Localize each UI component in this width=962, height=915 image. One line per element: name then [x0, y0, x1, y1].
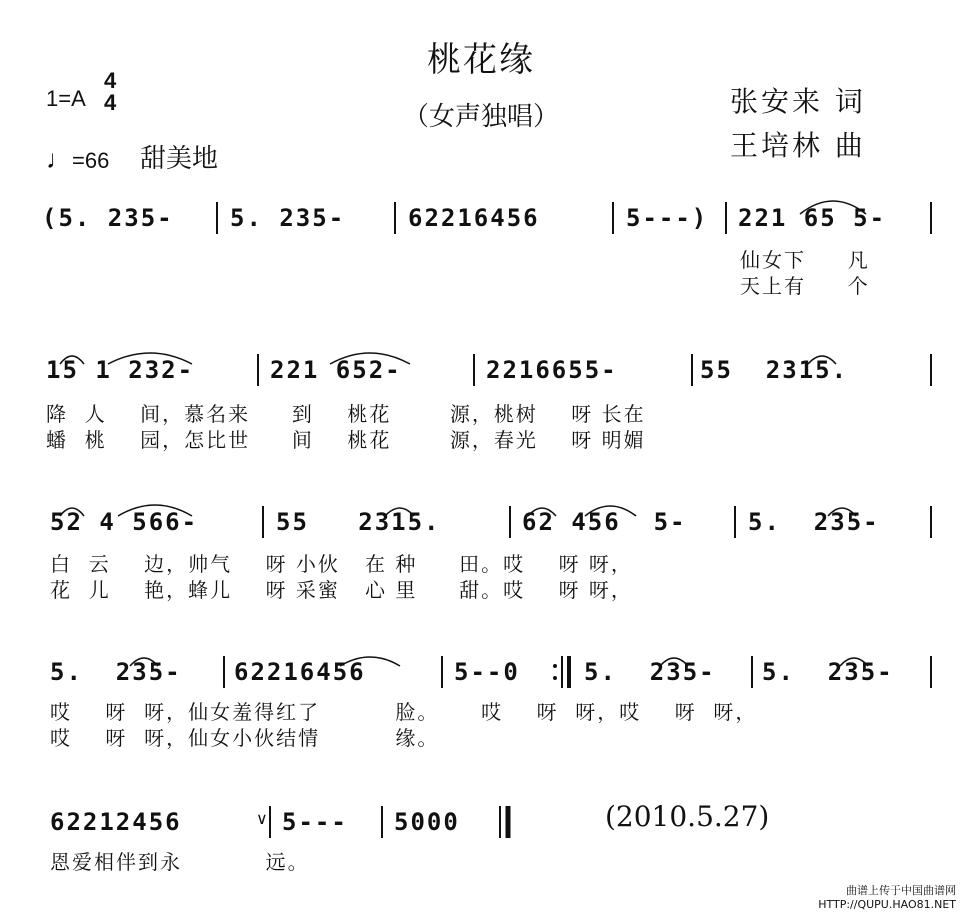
lyric-1-verse-2: 天上有 个 [740, 274, 870, 298]
measure-3-4: 5. 235- [748, 508, 880, 536]
watermark [818, 882, 956, 911]
measure-1-1: (5. 235- [42, 204, 174, 232]
measure-1-4: 5---) [626, 204, 709, 232]
measure-3-3: 62 456 5- [522, 508, 687, 536]
breath-mark: ∨ [256, 809, 268, 828]
lyric-1-verse-1: 仙女下 凡 [740, 248, 870, 272]
measure-1-3: 62216456 [408, 204, 540, 232]
composition-date: (2010.5.27) [605, 800, 770, 833]
measure-3-2: 55 2315. [276, 508, 441, 536]
measure-3-1: 52 4 566- [50, 508, 199, 536]
measure-1-5: 221 65 5- [738, 204, 887, 232]
measure-2-4: 55 2315. [700, 356, 849, 384]
lyric-3-verse-2: 花 儿 艳，蜂儿 呀 采蜜 心 里 甜。哎 呀 呀， [50, 578, 633, 602]
measure-1-2: 5. 235- [230, 204, 346, 232]
measure-4-4: 5. 235- [584, 658, 716, 686]
watermark-line-1: 曲谱上传于中国曲谱网 [846, 884, 956, 897]
time-signature-top: 4 [104, 68, 117, 93]
lyric-2-verse-2: 蟠 桃 园，怎比世 间 桃花 源，春光 呀 明媚 [46, 428, 646, 452]
tempo-marking [46, 144, 109, 175]
lyric-3-verse-1: 白 云 边，帅气 呀 小伙 在 种 田。哎 呀 呀， [50, 552, 633, 576]
measure-2-3: 2216655- [486, 356, 618, 384]
lyric-2-verse-1: 降 人 间，慕名来 到 桃花 源，桃树 呀 长在 [46, 402, 646, 426]
key-signature: 1=A [46, 86, 86, 111]
lyric-4-verse-1: 哎 呀 呀，仙女羞得红了 脸。 哎 呀 呀，哎 呀 呀， [50, 700, 758, 724]
measure-5-3: 5000 [394, 808, 460, 836]
time-signature [104, 70, 116, 114]
song-title: 桃花缘 [427, 40, 535, 80]
watermark-line-2: HTTP://QUPU.HAO81.NET [818, 898, 956, 911]
song-subtitle: （女声独唱） [402, 102, 559, 132]
lyricist-credit: 张安来 词 [730, 85, 866, 118]
composer-credit: 王培林 曲 [730, 129, 866, 162]
lyric-4-verse-2: 哎 呀 呀，仙女小伙结情 缘。 [50, 726, 440, 750]
quarter-note-icon: ♩ [46, 144, 72, 174]
measure-4-1: 5. 235- [50, 658, 182, 686]
measure-4-2: 62216456 [234, 658, 366, 686]
time-signature-bottom: 4 [104, 90, 117, 115]
tempo-value: =66 [72, 148, 110, 173]
measure-2-1: 15 1 232- [46, 356, 195, 384]
measure-2-2: 221 652- [270, 356, 402, 384]
measure-4-3: 5--0 [454, 658, 520, 686]
expression-marking: 甜美地 [140, 144, 219, 174]
measure-4-5: 5. 235- [762, 658, 894, 686]
lyric-5-verse-1: 恩爱相伴到永 远。 [50, 850, 310, 874]
measure-5-2: 5--- [282, 808, 348, 836]
measure-5-1: 62212456 [50, 808, 182, 836]
